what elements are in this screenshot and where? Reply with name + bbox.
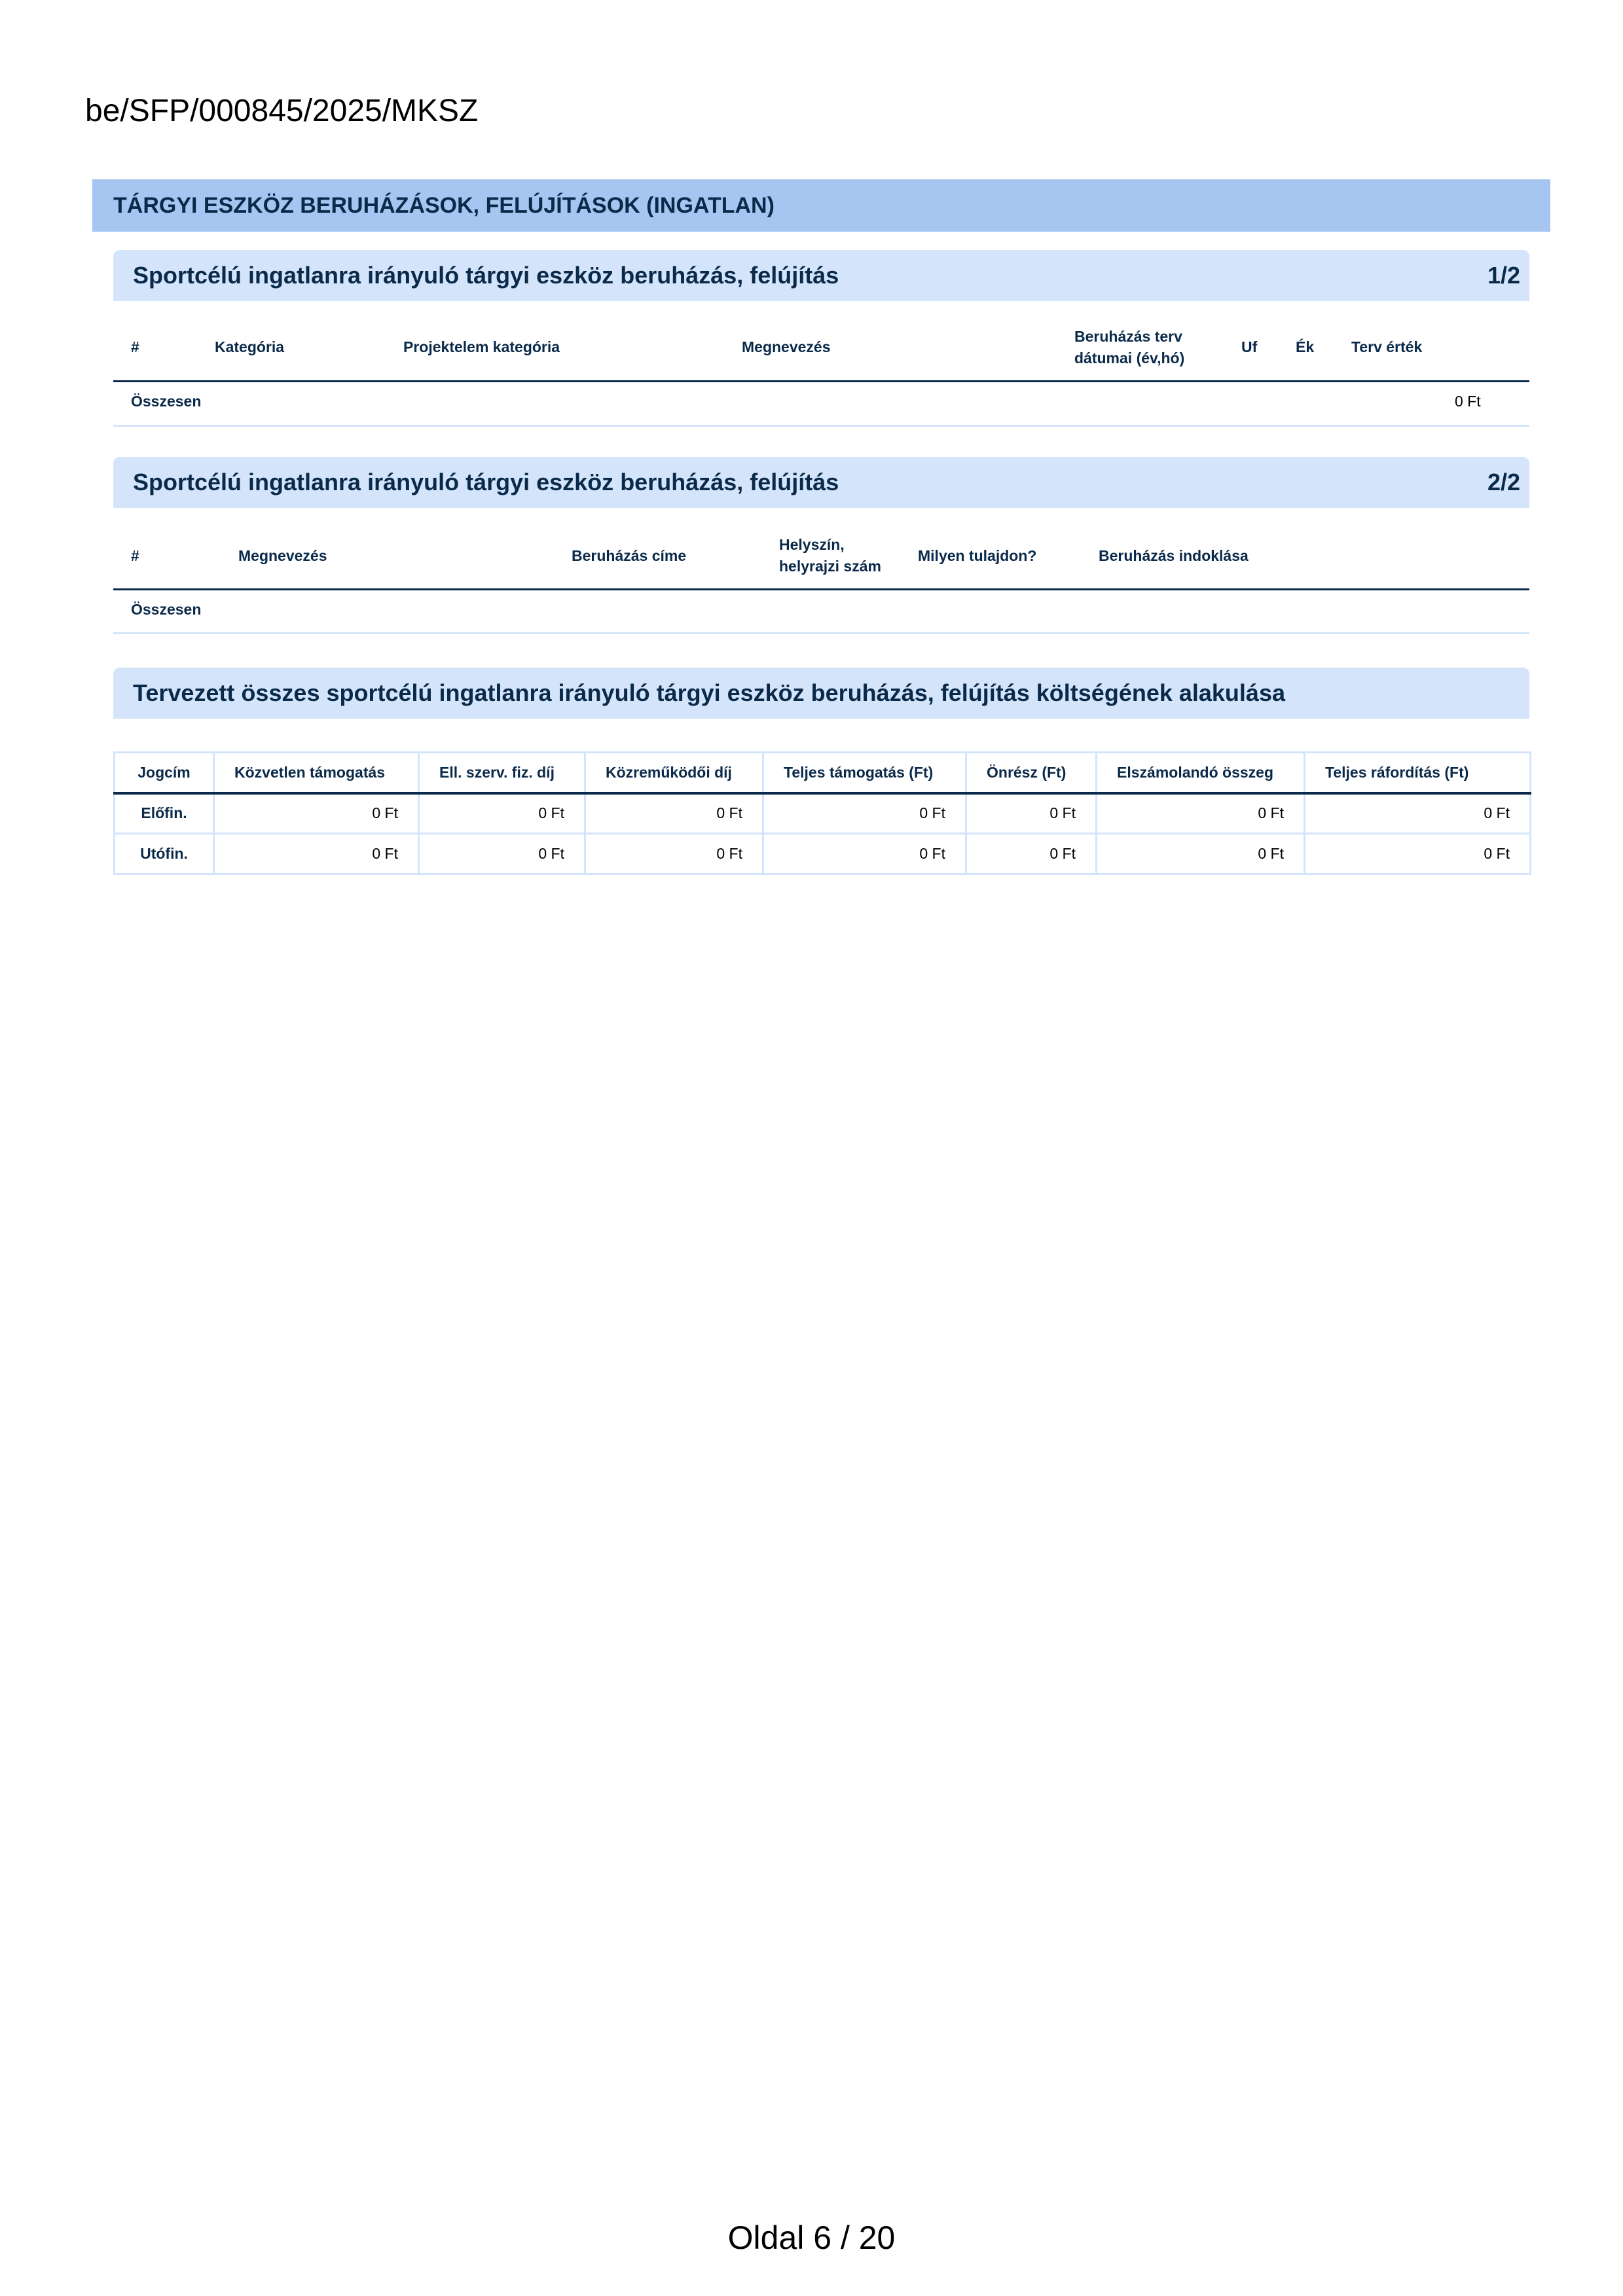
table-cell: 0 Ft <box>1305 834 1531 874</box>
section1-col-name: Megnevezés <box>742 338 831 355</box>
section2-header <box>113 457 1529 508</box>
main-section-header <box>92 179 1550 232</box>
section2-header-rule <box>113 588 1529 590</box>
table-cell: 0 Ft <box>763 793 966 834</box>
table-cell: 0 Ft <box>966 834 1097 874</box>
section1-title: Sportcélú ingatlanra irányuló tárgyi eszköz beruházás, felújítás <box>133 262 839 289</box>
row-label-postfinancing: Utófin. <box>115 834 214 874</box>
document-id: be/SFP/000845/2025/MKSZ <box>85 94 479 128</box>
section1-col-plan-date-line1: Beruházás terv <box>1074 328 1182 345</box>
section2-col-location-line2: helyrajzi szám <box>779 558 881 575</box>
main-section-title: TÁRGYI ESZKÖZ BERUHÁZÁSOK, FELÚJÍTÁSOK (INGATLAN) <box>113 192 775 218</box>
section1-col-project-element: Projektelem kategória <box>403 338 560 355</box>
cost-col-own-share: Önrész (Ft) <box>966 753 1097 793</box>
section1-col-category: Kategória <box>215 338 285 355</box>
section3-header <box>113 668 1529 719</box>
cost-col-total-support: Teljes támogatás (Ft) <box>763 753 966 793</box>
table-cell: 0 Ft <box>1097 834 1305 874</box>
cost-col-title: Jogcím <box>115 753 214 793</box>
section1-col-ek: Ék <box>1296 338 1315 355</box>
section2-page: 2/2 <box>1487 469 1520 495</box>
section2-col-address: Beruházás címe <box>572 547 687 564</box>
section2-total-label: Összesen <box>131 601 202 618</box>
table-cell: 0 Ft <box>1305 793 1531 834</box>
section2-col-index: # <box>131 547 139 564</box>
section2-bottom-rule <box>113 632 1529 634</box>
section1-col-plan-date-line2: dátumai (év,hó) <box>1074 350 1185 367</box>
cost-table-header-row <box>115 753 1531 793</box>
table-cell: 0 Ft <box>419 834 585 874</box>
section2-col-justification: Beruházás indoklása <box>1099 547 1249 564</box>
section1-total-value: 0 Ft <box>1455 393 1481 410</box>
cost-col-total-expenditure: Teljes ráfordítás (Ft) <box>1305 753 1531 793</box>
cost-col-direct-support: Közvetlen támogatás <box>214 753 419 793</box>
section1-page: 1/2 <box>1487 262 1520 289</box>
table-cell: 0 Ft <box>419 793 585 834</box>
table-cell: 0 Ft <box>966 793 1097 834</box>
section1-col-uf: Uf <box>1241 338 1258 355</box>
section1-col-plan-value: Terv érték <box>1351 338 1423 355</box>
table-cell: 0 Ft <box>585 834 763 874</box>
section2-col-name: Megnevezés <box>238 547 327 564</box>
page-footer: Oldal 6 / 20 <box>727 2219 896 2256</box>
table-cell: 0 Ft <box>763 834 966 874</box>
cost-breakdown-table <box>113 751 1531 875</box>
table-cell: 0 Ft <box>1097 793 1305 834</box>
section1-col-index: # <box>131 338 139 355</box>
section1-bottom-rule <box>113 425 1529 427</box>
row-label-prefinancing: Előfin. <box>115 793 214 834</box>
section2-col-ownership: Milyen tulajdon? <box>918 547 1037 564</box>
section1-header <box>113 250 1529 301</box>
table-cell: 0 Ft <box>214 793 419 834</box>
table-row <box>115 793 1531 834</box>
cost-col-audit-fee: Ell. szerv. fiz. díj <box>419 753 585 793</box>
table-row <box>115 834 1531 874</box>
section1-total-label: Összesen <box>131 393 202 410</box>
table-cell: 0 Ft <box>214 834 419 874</box>
table-cell: 0 Ft <box>585 793 763 834</box>
cost-col-accountable-amount: Elszámolandó összeg <box>1097 753 1305 793</box>
section2-title: Sportcélú ingatlanra irányuló tárgyi eszköz beruházás, felújítás <box>133 469 839 495</box>
section2-col-location-line1: Helyszín, <box>779 536 845 553</box>
section1-header-rule <box>113 380 1529 382</box>
section3-title: Tervezett összes sportcélú ingatlanra irányuló tárgyi eszköz beruházás, felújítás költségének alakulása <box>133 679 1285 706</box>
cost-col-intermediary-fee: Közreműködői díj <box>585 753 763 793</box>
